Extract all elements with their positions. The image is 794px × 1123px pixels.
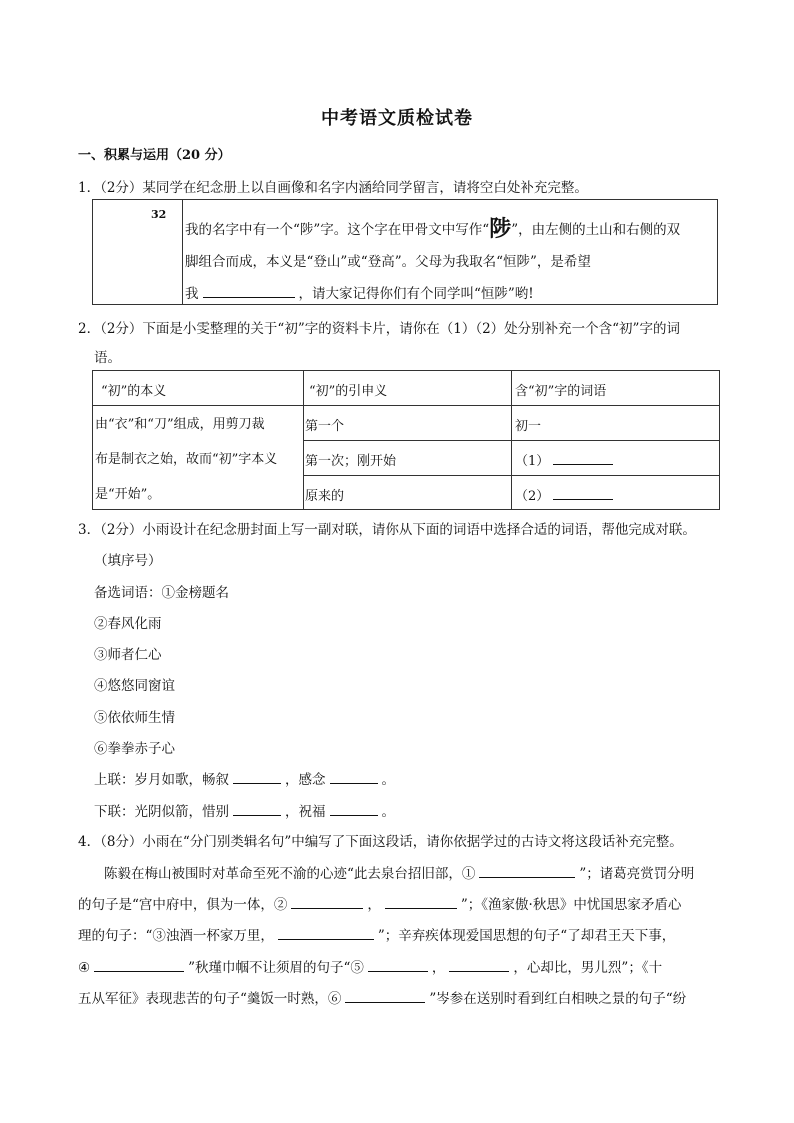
q4-line-3 xyxy=(78,924,718,944)
q4-text: ”秋瑾巾帼不让须眉的句子“⑤ xyxy=(188,960,364,976)
q4-text: ， xyxy=(367,897,381,913)
table-rule xyxy=(303,475,719,476)
q4-text: 陈毅在梅山被围时对革命至死不渝的心迹“此去泉台招旧部，① xyxy=(104,866,476,882)
page-title: 中考语文质检试卷 xyxy=(321,108,473,129)
question-1-prompt: 1．（2分）某同学在纪念册上以自画像和名字内涵给同学留言，请将空白处补充完整。 xyxy=(78,180,588,196)
option-item: ②春风化雨 xyxy=(94,616,162,632)
header-extended-meaning: “初”的引申义 xyxy=(309,384,388,399)
question-3-note: （填序号） xyxy=(94,553,162,569)
q4-text: ， xyxy=(431,960,446,976)
table-rule xyxy=(303,440,719,441)
origin-line: 布是制衣之始，故而“初”字本义 xyxy=(95,452,278,467)
q1-line-3 xyxy=(185,278,715,310)
couplet-text: ，感念 xyxy=(285,772,326,788)
options-label: 备选词语： xyxy=(94,585,162,601)
q1-text-c: 我 xyxy=(185,286,199,302)
word-blank-1 xyxy=(515,450,617,469)
q4-text: ，心却比，男儿烈”；《十 xyxy=(513,960,663,976)
answer-blank[interactable] xyxy=(449,959,509,972)
blank-label: （2） xyxy=(515,489,550,504)
couplet-lower xyxy=(94,800,395,820)
couplet-text: 上联：岁月如歌，畅叙 xyxy=(94,772,229,788)
answer-blank[interactable] xyxy=(368,959,428,972)
option-item: ⑤依依师生情 xyxy=(94,710,175,726)
option-item: ③师者仁心 xyxy=(94,647,162,663)
q4-line-4 xyxy=(78,956,718,976)
answer-blank[interactable] xyxy=(278,927,374,940)
self-portrait-mark: 32 xyxy=(151,208,167,221)
answer-blank[interactable] xyxy=(385,896,457,909)
q4-text: 的句子是“宫中府中，俱为一体，② xyxy=(78,897,288,913)
oracle-bone-glyph: 陟 xyxy=(489,216,512,242)
couplet-text: ，祝福 xyxy=(285,804,326,820)
q4-text: ”岑参在送别时看到红白相映之景的句子“纷 xyxy=(429,991,687,1007)
couplet-text: 。 xyxy=(381,804,395,820)
q4-line-1 xyxy=(78,862,718,882)
q4-text: ④ xyxy=(78,960,91,976)
option-item: ⑥拳拳赤子心 xyxy=(94,741,175,757)
couplet-text: 。 xyxy=(381,772,395,788)
info-card-table xyxy=(92,370,720,510)
couplet-text: 下联：光阴似箭，惜别 xyxy=(94,804,229,820)
question-4-prompt: 4．（8分）小雨在“分门别类辑名句”中编写了下面这段话，请你依据学过的古诗文将这段话补充完整。 xyxy=(78,834,683,850)
section-heading: 一、积累与运用（20 分） xyxy=(78,148,231,163)
origin-meaning-cell xyxy=(95,407,303,512)
extended-meaning-2: 第一次；刚开始 xyxy=(305,454,397,469)
q4-text: 理的句子：“③浊酒一杯家万里， xyxy=(78,928,274,944)
word-1: 初一 xyxy=(515,419,542,434)
answer-blank[interactable] xyxy=(233,803,281,816)
option-item: ①金榜题名 xyxy=(161,585,229,601)
question-1-text xyxy=(185,214,715,310)
option-item: ④悠悠同窗谊 xyxy=(94,678,175,694)
q1-line-2: 脚组合而成，本义是“登山”或“登高”。父母为我取名“恒陟”，是希望 xyxy=(185,254,591,270)
q4-text: 五从军征》表现悲苦的句子“羹饭一时熟，⑥ xyxy=(78,991,342,1007)
q4-text: ”；辛弃疾体现爱国思想的句子“了却君王天下事， xyxy=(377,928,676,944)
header-origin-meaning: “初”的本义 xyxy=(101,384,167,399)
q1-line-1 xyxy=(185,214,715,246)
answer-blank[interactable] xyxy=(345,990,425,1003)
origin-line: 由“衣”和“刀”组成，用剪刀裁 xyxy=(95,417,265,432)
answer-blank[interactable] xyxy=(553,452,613,465)
q4-text: ”；诸葛亮赏罚分明 xyxy=(579,866,695,882)
box-divider xyxy=(182,200,183,304)
answer-blank[interactable] xyxy=(203,285,295,298)
answer-blank[interactable] xyxy=(291,896,363,909)
question-2-prompt: 2．（2分）下面是小雯整理的关于“初”字的资料卡片，请你在（1）（2）处分别补充一个含“初”字的词 xyxy=(78,321,680,337)
answer-blank[interactable] xyxy=(479,865,575,878)
q4-text: ”；《渔家傲·秋思》中忧国思家矛盾心 xyxy=(460,897,682,913)
q1-text-b: ”，由左侧的土山和右侧的双 xyxy=(511,222,681,238)
options-first-line xyxy=(94,581,229,601)
couplet-upper xyxy=(94,768,395,788)
q4-line-2 xyxy=(78,893,718,913)
q1-text-d: ，请大家记得你们有个同学叫“恒陟”哟! xyxy=(298,286,534,302)
blank-label: （1） xyxy=(515,454,550,469)
answer-blank[interactable] xyxy=(553,487,613,500)
q1-text-a: 我的名字中有一个“陟”字。这个字在甲骨文中写作“ xyxy=(185,222,490,238)
question-2-prompt-cont: 语。 xyxy=(94,350,121,366)
extended-meaning-1: 第一个 xyxy=(305,419,345,434)
answer-blank[interactable] xyxy=(94,959,184,972)
extended-meaning-3: 原来的 xyxy=(305,489,345,504)
table-rule xyxy=(93,405,719,406)
question-3-prompt: 3．（2分）小雨设计在纪念册封面上写一副对联，请你从下面的词语中选择合适的词语，帮他完成对联。 xyxy=(78,522,696,538)
question-1-box xyxy=(92,199,718,305)
answer-blank[interactable] xyxy=(233,771,281,784)
q4-line-5 xyxy=(78,987,718,1007)
header-words: 含“初”字的词语 xyxy=(515,384,607,399)
answer-blank[interactable] xyxy=(330,771,378,784)
word-blank-2 xyxy=(515,485,617,504)
answer-blank[interactable] xyxy=(330,803,378,816)
origin-line: 是“开始”。 xyxy=(95,487,161,502)
